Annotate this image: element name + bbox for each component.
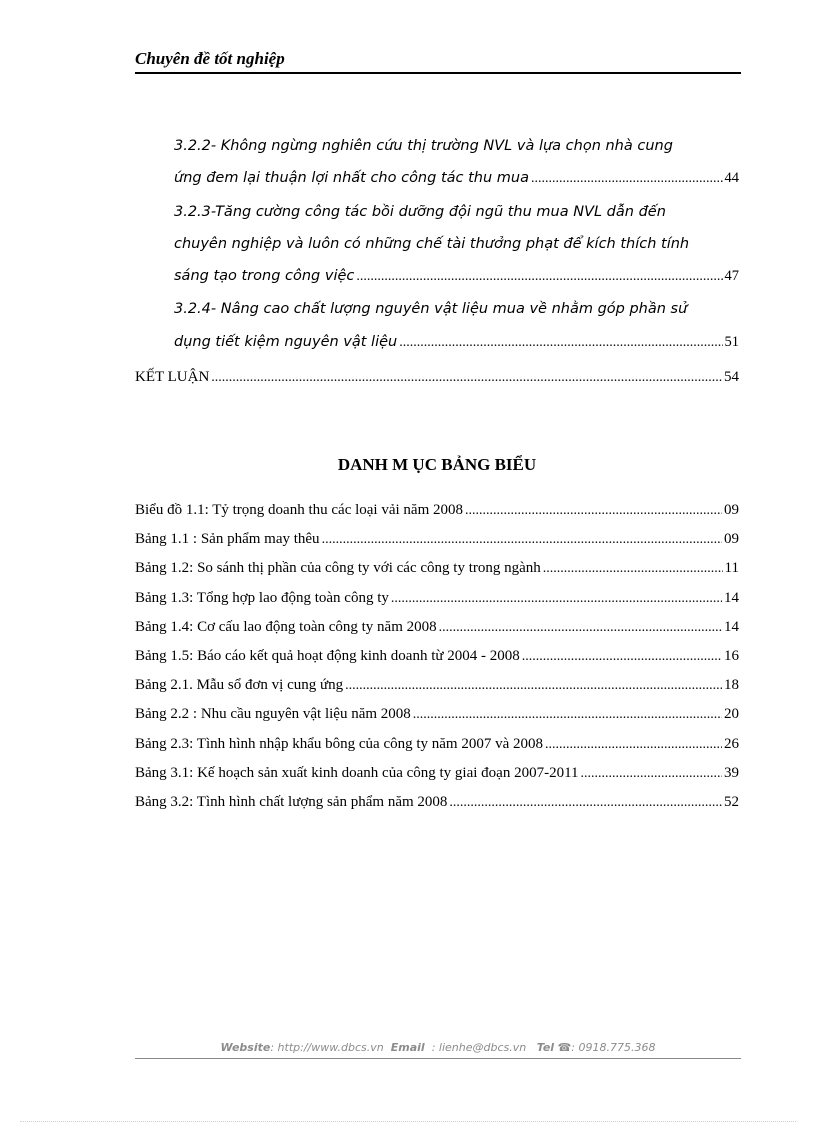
table-of-contents	[135, 130, 739, 394]
dot-leader	[449, 788, 722, 817]
table-list-item[interactable]	[135, 584, 739, 613]
table-list-item[interactable]	[135, 730, 739, 759]
page-number: 47	[724, 268, 739, 285]
table-list-item[interactable]	[135, 554, 739, 583]
table-list-item[interactable]	[135, 525, 739, 554]
dot-leader	[345, 671, 722, 700]
toc-entry-text: KẾT LUẬN	[135, 369, 210, 386]
page-bottom-border	[20, 1121, 796, 1122]
table-list-item[interactable]	[135, 788, 739, 817]
dot-leader	[439, 613, 722, 642]
table-list-label: Bảng 2.1. Mẫu sổ đơn vị cung ứng	[135, 677, 344, 694]
dot-leader	[399, 327, 722, 359]
dot-leader	[356, 261, 722, 293]
dot-leader	[465, 496, 722, 525]
dot-leader	[522, 642, 722, 671]
toc-entry-3-2-2[interactable]	[135, 130, 739, 196]
toc-entry-text: 3.2.4- Nâng cao chất lượng nguyên vật liệu mua về nhằm góp phần sử	[174, 301, 688, 318]
dot-leader	[391, 584, 722, 613]
page-number: 54	[724, 369, 739, 386]
table-list-label: Bảng 1.3: Tổng hợp lao động toàn công ty	[135, 589, 389, 606]
dot-leader	[581, 759, 722, 788]
table-list-item[interactable]	[135, 496, 739, 525]
table-list-item[interactable]	[135, 613, 739, 642]
table-list-label: Bảng 2.2 : Nhu cầu nguyên vật liệu năm 2008	[135, 706, 411, 723]
page-number: 16	[724, 648, 739, 665]
footer-email-link[interactable]: : lienhe@dbcs.vn	[431, 1041, 527, 1054]
table-list	[135, 496, 739, 817]
toc-entry-text: 3.2.3-Tăng cường công tác bồi dưỡng đội ngũ thu mua NVL dẫn đến	[174, 203, 666, 220]
page-number: 09	[724, 502, 739, 518]
footer-website-label: Website	[220, 1041, 271, 1054]
page-number: 14	[724, 618, 739, 635]
table-list-item[interactable]	[135, 700, 739, 729]
header-title: Chuyên đề tốt nghiệp	[135, 49, 285, 68]
table-list-label: Bảng 1.5: Báo cáo kết quả hoạt động kinh doanh từ 2004 - 2008	[135, 648, 520, 665]
dot-leader	[545, 730, 722, 759]
page-number: 11	[724, 560, 739, 577]
page-number: 44	[724, 170, 739, 187]
page-number: 39	[724, 764, 739, 781]
table-list-item[interactable]	[135, 759, 739, 788]
footer-tel-value: : 0918.775.368	[571, 1041, 656, 1054]
table-list-title: DANH M ỤC BẢNG BIỂU	[337, 455, 537, 474]
page-number: 09	[724, 531, 739, 548]
dot-leader	[413, 700, 722, 729]
toc-entry-text: sáng tạo trong công việc	[174, 268, 355, 285]
dot-leader	[322, 525, 722, 554]
table-list-label: Bảng 3.1: Kế hoạch sản xuất kinh doanh của công ty giai đoạn 2007-2011	[135, 764, 579, 781]
page-number: 20	[724, 706, 739, 723]
page-header	[135, 48, 741, 74]
table-list-label: Bảng 1.1 : Sản phẩm may thêu	[135, 531, 320, 548]
table-list-item[interactable]	[135, 642, 739, 671]
table-list-item[interactable]	[135, 671, 739, 700]
dot-leader	[543, 554, 723, 583]
toc-entry-text: chuyên nghiệp và luôn có những chế tài thưởng phạt để kích thích tính	[174, 235, 690, 252]
dot-leader	[211, 362, 722, 394]
table-list-label: Bảng 3.2: Tình hình chất lượng sản phẩm năm 2008	[135, 794, 448, 811]
phone-icon: ☎	[557, 1041, 572, 1054]
table-list-label: Bảng 2.3: Tình hình nhập khẩu bông của công ty năm 2007 và 2008	[135, 735, 543, 752]
page-number: 52	[724, 794, 739, 811]
footer-email-label: Email	[390, 1041, 425, 1054]
page-number: 14	[724, 589, 739, 606]
page-footer	[135, 1040, 741, 1059]
page-number: 26	[724, 735, 739, 752]
toc-entry-text: dụng tiết kiệm nguyên vật liệu	[174, 333, 398, 350]
footer-tel-label: Tel	[536, 1041, 555, 1054]
dot-leader	[531, 163, 723, 195]
toc-entry-3-2-3[interactable]	[135, 196, 739, 294]
table-list-label: Biểu đồ 1.1: Tỷ trọng doanh thu các loại vải năm 2008	[135, 502, 463, 518]
footer-website-link[interactable]: : http://www.dbcs.vn	[270, 1041, 384, 1054]
page-number: 51	[724, 333, 739, 350]
toc-entry-text: ứng đem lại thuận lợi nhất cho công tác thu mua	[174, 170, 529, 187]
toc-entry-text: 3.2.2- Không ngừng nghiên cứu thị trường NVL và lựa chọn nhà cung	[174, 138, 673, 154]
toc-entry-3-2-4[interactable]	[135, 293, 739, 359]
toc-entry-conclusion[interactable]	[135, 361, 739, 394]
table-list-label: Bảng 1.4: Cơ cấu lao động toàn công ty năm 2008	[135, 618, 437, 635]
table-list-label: Bảng 1.2: So sánh thị phần của công ty với các công ty trong ngành	[135, 560, 541, 577]
page-number: 18	[724, 677, 739, 694]
